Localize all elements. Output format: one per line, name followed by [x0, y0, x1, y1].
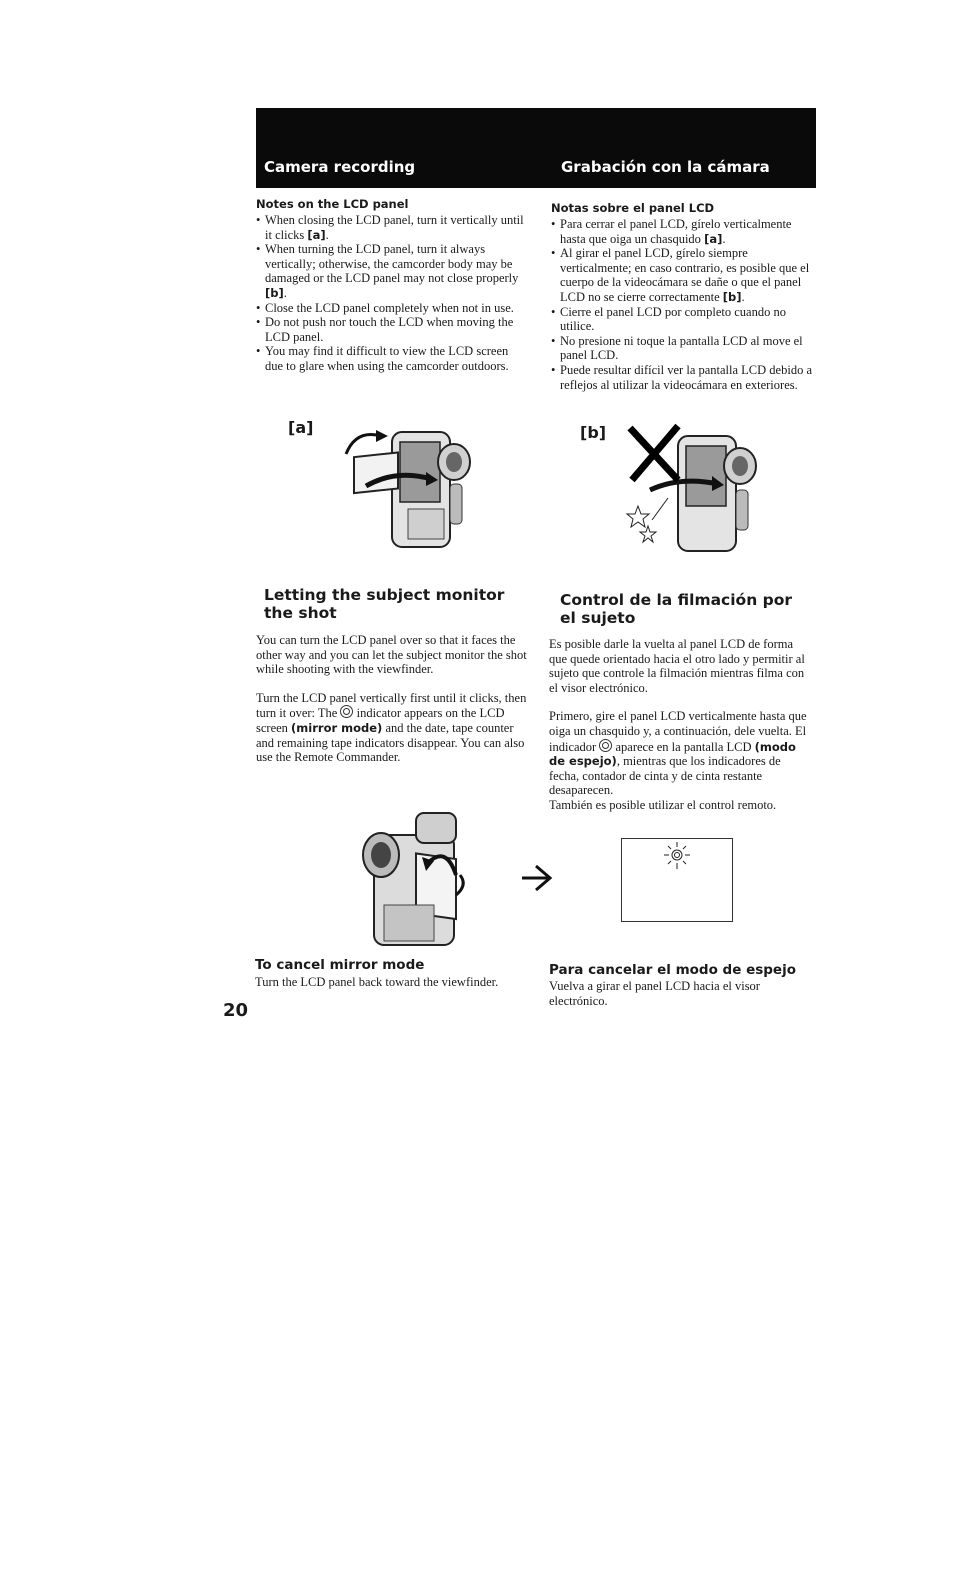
section-title-en: Camera recording: [264, 158, 416, 176]
cancel-text-en: Turn the LCD panel back toward the viewfinder.: [255, 975, 499, 989]
mirror-text-en: [256, 633, 530, 765]
mirror-para3-es: También es posible utilizar el control remoto.: [549, 797, 777, 812]
list-item: • Cierre el panel LCD por completo cuando no utilice.: [551, 305, 813, 334]
lcd-notes-list-en: [256, 213, 528, 374]
figure-b-label: [b]: [580, 423, 607, 442]
page-number: 20: [223, 1000, 249, 1021]
mirror-text-es: [549, 637, 811, 813]
mirror-para2-es: Primero, gire el panel LCD verticalmente hasta que oiga un chasquido y, a continuación, dele vuelta. El indicador aparece en la pantalla LCD (modo de espejo), mientras que los indicadores de fecha, contador de cinta y de cinta restante desaparecen.: [549, 709, 807, 798]
figure-a-label: [a]: [288, 418, 314, 437]
lcd-notes-es: [551, 201, 813, 392]
list-item: • When turning the LCD panel, turn it always vertically; otherwise, the camcorder body may be damaged or the LCD panel may not close properly [b].: [256, 242, 528, 300]
lcd-notes-en: [256, 197, 528, 374]
list-item: • Para cerrar el panel LCD, gírelo verticalmente hasta que oiga un chasquido [a].: [551, 217, 813, 246]
mirror-para2-en: Turn the LCD panel vertically first until it clicks, then turn it over: The indicator appears on the LCD screen (mirror mode) and the date, tape counter and remaining tape indicators disappear. You can also use the Remote Commander.: [256, 690, 527, 765]
section-header-bar: [256, 108, 816, 188]
mirror-heading-es: Control de la filmación por el sujeto: [560, 591, 793, 627]
list-item: • You may find it difficult to view the LCD screen due to glare when using the camcorder outdoors.: [256, 344, 528, 373]
mirror-para1-es: Es posible darle la vuelta al panel LCD de forma que quede orientado hacia el otro lado y permitir al sujeto que controle la filmación mientras filma con el visor electrónico.: [549, 637, 805, 695]
camcorder-closing-illustration: [336, 414, 486, 554]
cancel-heading-es: Para cancelar el modo de espejo: [549, 962, 796, 978]
lcd-screen-preview: [621, 838, 733, 922]
camcorder-mirror-illustration: [356, 805, 486, 950]
arrow-right-icon: [520, 862, 554, 894]
cancel-heading-en: To cancel mirror mode: [255, 957, 425, 973]
list-item: • Close the LCD panel completely when not in use.: [256, 301, 528, 316]
mirror-mode-blinking-icon: [660, 841, 694, 871]
list-item: • When closing the LCD panel, turn it vertically until it clicks [a].: [256, 213, 528, 242]
mirror-mode-icon: [340, 705, 353, 718]
list-item: • No presione ni toque la pantalla LCD al move el panel LCD.: [551, 334, 813, 363]
mirror-mode-icon: [599, 739, 612, 752]
section-title-es: Grabación con la cámara: [561, 158, 770, 176]
list-item: • Do not push nor touch the LCD when moving the LCD panel.: [256, 315, 528, 344]
lcd-notes-heading-en: Notes on the LCD panel: [256, 197, 409, 211]
cancel-text-es: Vuelva a girar el panel LCD hacia el visor electrónico.: [549, 979, 760, 1008]
list-item: • Al girar el panel LCD, gírelo siempre verticalmente; en caso contrario, es posible que el cuerpo de la videocámara se dañe o que el panel LCD no se cierre correctamente [b].: [551, 246, 813, 304]
mirror-para1-en: You can turn the LCD panel over so that it faces the other way and you can let the subject monitor the shot while shooting with the viewfinder.: [256, 633, 527, 677]
mirror-heading-en: Letting the subject monitor the shot: [264, 586, 505, 622]
camcorder-wrong-turn-illustration: [620, 418, 770, 558]
lcd-notes-heading-es: Notas sobre el panel LCD: [551, 201, 715, 215]
list-item: • Puede resultar difícil ver la pantalla LCD debido a reflejos al utilizar la videocámara en exteriores.: [551, 363, 813, 392]
lcd-notes-list-es: [551, 217, 813, 392]
